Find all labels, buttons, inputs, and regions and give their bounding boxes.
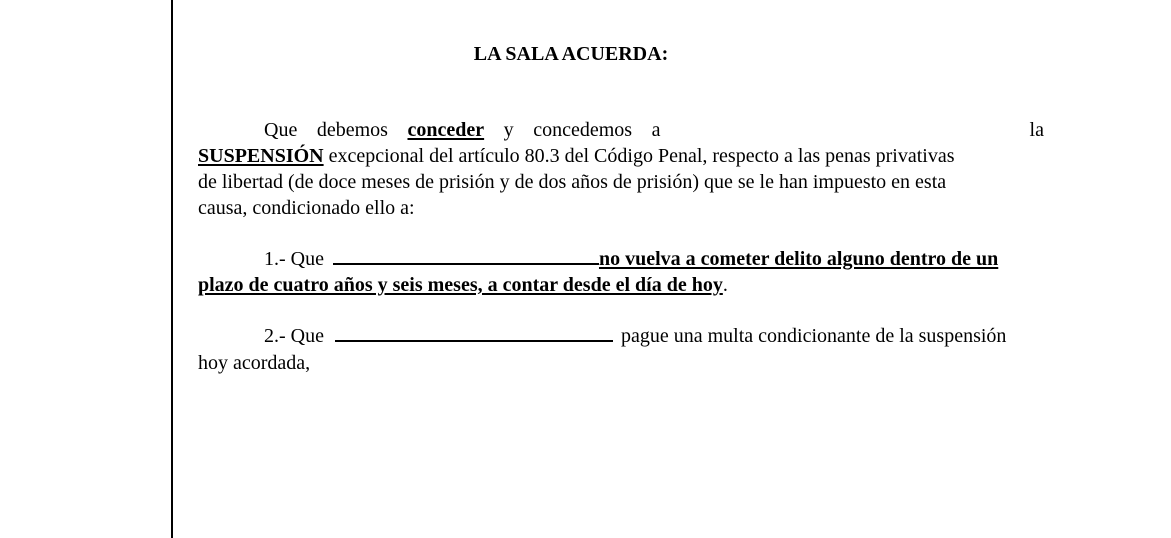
word-la: la <box>1029 119 1044 141</box>
paragraph-1-line-4 <box>198 195 1044 221</box>
paragraph-1-line-2-text: excepcional del artículo 80.3 del Código Penal, respecto a las penas privativas <box>323 145 955 167</box>
item-2-line-1-text: pague una multa condicionante de la suspensión <box>620 325 1007 347</box>
suspension-term: SUSPENSIÓN <box>198 145 324 167</box>
word-debemos: debemos <box>316 119 388 141</box>
word-a: a <box>651 119 661 141</box>
item-2-line-2-text: hoy acordada, <box>198 352 311 374</box>
paragraph-1-line-3 <box>198 169 1044 195</box>
item-2-line-2 <box>198 350 1044 376</box>
item-2-line-1 <box>198 323 1044 349</box>
paragraph-1-line-2 <box>198 143 1044 169</box>
item-2-prefix: 2.- Que <box>264 325 324 347</box>
paragraph-1-line-3-text: de libertad (de doce meses de prisión y de dos años de prisión) que se le han impuesto en esta <box>198 171 947 193</box>
word-que: Que <box>264 119 298 141</box>
word-conceder: conceder <box>407 119 485 141</box>
page-left-edge <box>171 0 173 538</box>
item-1-line-1 <box>198 246 1044 272</box>
item-1-prefix: 1.- Que <box>264 248 324 270</box>
item-1-name-blank <box>333 263 599 265</box>
item-1-line-2 <box>198 272 1044 298</box>
section-heading: LA SALA ACUERDA: <box>473 43 669 65</box>
item-1-condition-text-cont: plazo de cuatro años y seis meses, a contar desde el día de hoy <box>198 274 723 296</box>
item-1-condition-text: no vuelva a cometer delito alguno dentro de un <box>598 248 999 270</box>
paragraph-1-line-1 <box>198 117 1044 143</box>
word-concedemos: concedemos <box>533 119 633 141</box>
word-y: y <box>503 119 514 141</box>
document-page <box>198 0 1044 538</box>
paragraph-1-line-4-text: causa, condicionado ello a: <box>198 197 415 219</box>
item-1-period: . <box>722 274 728 296</box>
item-2-name-blank <box>335 340 613 342</box>
